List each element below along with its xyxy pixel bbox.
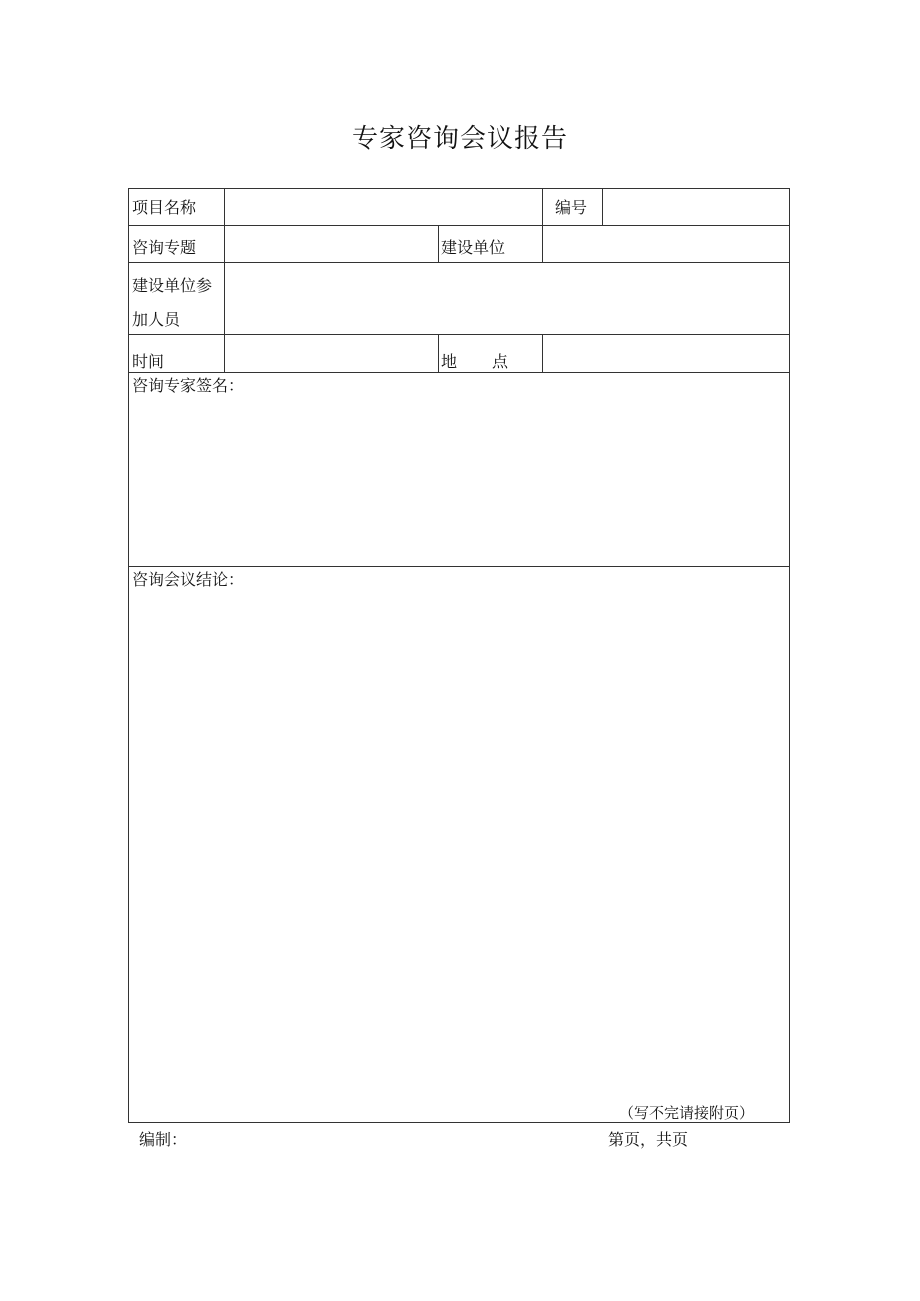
conclusion-label: 咨询会议结论：	[132, 570, 245, 589]
topic-field[interactable]	[224, 225, 439, 263]
continuation-note: （写不完请接附页）	[619, 1104, 755, 1122]
report-form	[129, 189, 791, 1124]
location-field[interactable]	[542, 334, 790, 373]
page-title: 专家咨询会议报告	[351, 124, 568, 154]
number-field[interactable]	[602, 188, 790, 226]
time-field[interactable]	[224, 334, 439, 373]
topic-label: 咨询专题	[132, 238, 197, 257]
time-label: 时间	[132, 352, 165, 371]
conclusion-area[interactable]	[128, 566, 790, 1123]
compiled-by-label: 编制：	[139, 1130, 188, 1149]
expert-signature-label: 咨询专家签名：	[132, 376, 245, 395]
builder-label: 建设单位	[441, 238, 506, 257]
builder-attendees-label-line1: 建设单位参	[132, 276, 213, 295]
builder-attendees-label-line2: 加人员	[132, 310, 181, 329]
project-name-label: 项目名称	[132, 198, 197, 217]
page-number-label: 第页，共页	[608, 1130, 689, 1149]
project-name-field[interactable]	[224, 188, 543, 226]
builder-attendees-field[interactable]	[224, 262, 790, 335]
location-label: 地 点	[441, 352, 510, 371]
builder-field[interactable]	[542, 225, 790, 263]
number-label: 编号	[555, 198, 588, 217]
expert-signature-area[interactable]	[128, 372, 790, 567]
builder-attendees-label	[132, 269, 224, 337]
